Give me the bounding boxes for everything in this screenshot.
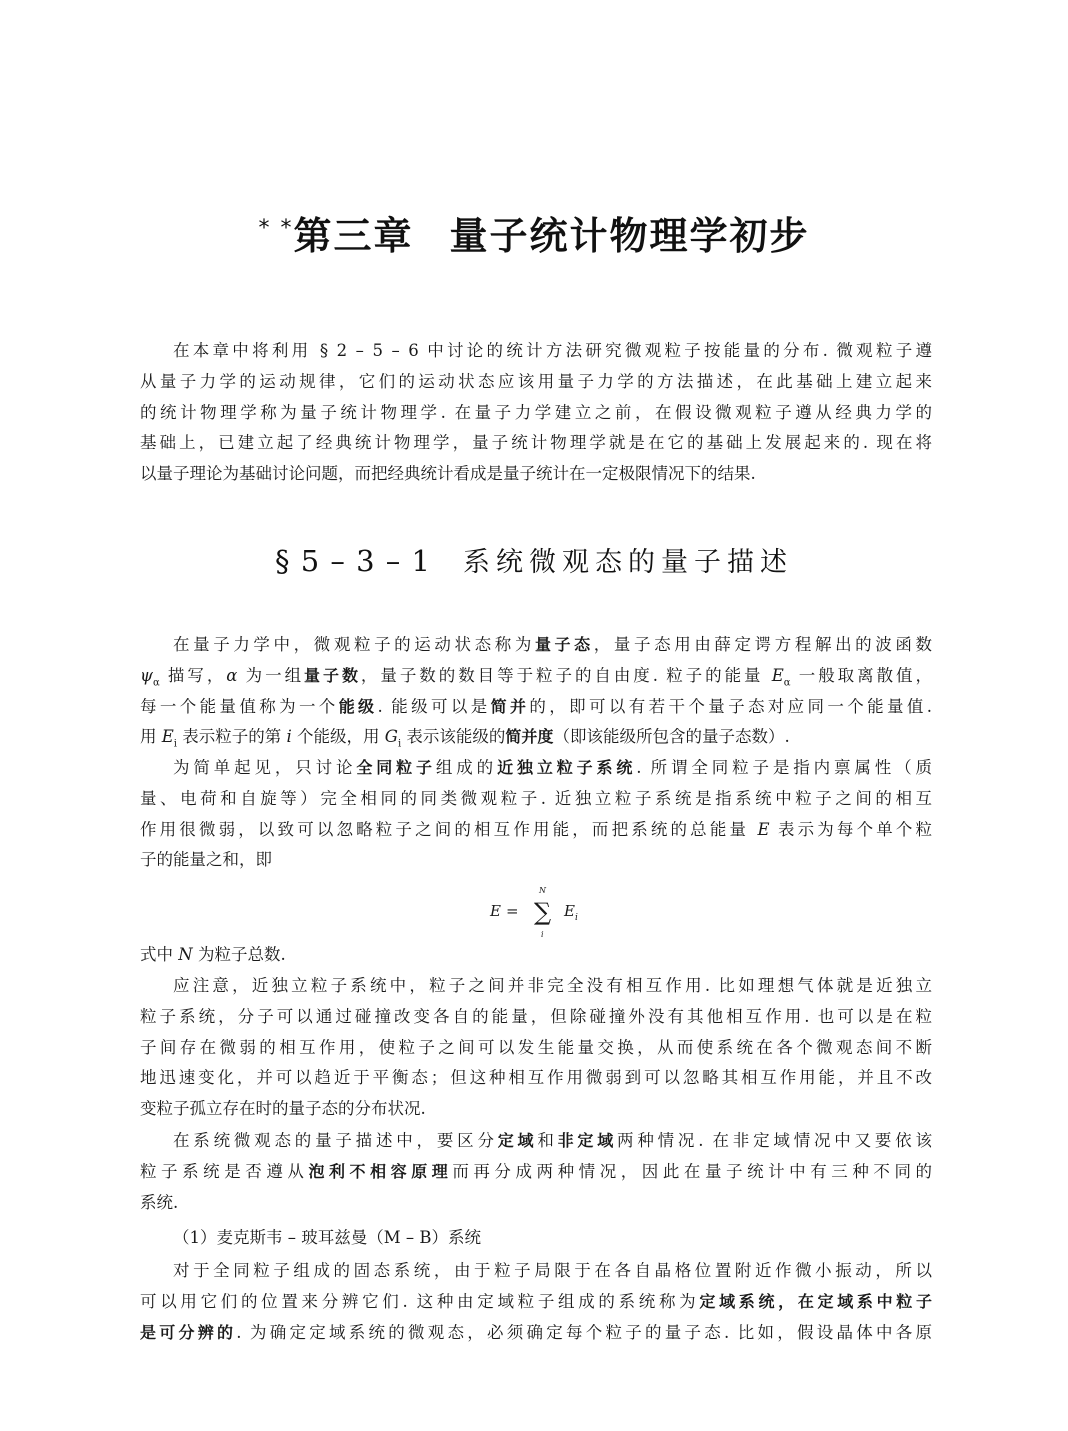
term-distinguishable: 是可分辨的	[140, 1322, 237, 1342]
text-line: 应注意，近独立粒子系统中，粒子之间并非完全没有相互作用. 比如理想气体就是近独立	[173, 976, 932, 995]
intro-line: 从量子力学的运动规律，它们的运动状态应该用量子力学的方法描述，在此基础上建立起来	[140, 371, 932, 391]
term-degenerate: 简并	[490, 696, 530, 716]
term-identical-particles: 全同粒子	[356, 758, 436, 777]
text-line: 量、电荷和自旋等）完全相同的同类微观粒子. 近独立粒子系统是指系统中粒子之间的相互	[140, 788, 932, 808]
text-line: 地迅速变化，并可以趋近于平衡态；但这种相互作用微弱到可以忽略其相互作用能，并且不改	[140, 1068, 932, 1088]
text-line: 可以用它们的位置来分辨它们. 这种由定域粒子组成的系统称为定域系统，在定域系中粒子	[140, 1291, 932, 1311]
chapter-stars: * *	[258, 216, 294, 241]
text-line: 为简单起见，只讨论全同粒子组成的近独立粒子系统. 所谓全同粒子是指内禀属性（质	[173, 758, 932, 777]
text-line: 在系统微观态的量子描述中，要区分定域和非定域两种情况. 在非定域情况中又要依该	[173, 1131, 932, 1150]
paragraph-localized-system	[140, 1256, 932, 1348]
term-quantum-number: 量子数	[304, 665, 361, 685]
paragraph-interaction-note	[140, 971, 932, 1125]
sum-symbol: ∑	[534, 898, 552, 926]
chapter-title	[0, 205, 1068, 260]
text-line: 子的能量之和，即	[140, 850, 272, 870]
intro-line: 基础上，已建立起了经典统计物理学，量子统计物理学就是在它的基础上发展起来的. 现在将	[140, 433, 932, 453]
section-heading	[0, 540, 1068, 579]
text-line: 在量子力学中，微观粒子的运动状态称为量子态，量子态用由薛定谔方程解出的波函数	[173, 635, 933, 654]
text-line: 子间存在微弱的相互作用，使粒子之间可以发生能量交换，从而使系统在各个微观态间不断	[140, 1037, 932, 1057]
list-item: （1）麦克斯韦 – 玻耳兹曼（M – B）系统	[173, 1228, 481, 1247]
text-line: 式中 N 为粒子总数.	[140, 945, 286, 964]
chapter-name: 量子统计物理学初步	[449, 214, 810, 258]
section-name: 系统微观态的量子描述	[462, 547, 793, 578]
term-non-localized: 非定域	[557, 1131, 618, 1150]
text-line: 作用很微弱，以致可以忽略粒子之间的相互作用能，而把系统的总能量 E 表示为每个单个粒	[140, 819, 933, 839]
term-localized: 定域	[497, 1131, 538, 1150]
text-line: 粒子系统是否遵从泡利不相容原理而再分成两种情况，因此在量子统计中有三种不同的	[140, 1161, 933, 1181]
term-degeneracy: 简并度	[505, 727, 554, 747]
term-pauli-principle: 泡利不相容原理	[308, 1161, 453, 1181]
energy-sum-formula: E = N ∑ i $E_i$	[490, 886, 578, 939]
formula-note	[140, 940, 932, 971]
item-mb-system	[140, 1223, 932, 1254]
term-energy-level: 能级	[338, 696, 378, 716]
term-localized-system: 定域系统，在定域系中粒子	[699, 1291, 932, 1311]
text-line: 每一个能量值称为一个能级. 能级可以是简并的，即可以有若干个量子态对应同一个能量值.	[140, 696, 932, 716]
text-line: 变粒子孤立存在时的量子态的分布状况.	[140, 1099, 426, 1119]
section-number: § 5 – 3 – 1	[275, 544, 431, 578]
intro-line: 在本章中将利用 § 2 – 5 – 6 中讨论的统计方法研究微观粒子按能量的分布. 微观粒子遵	[173, 341, 932, 360]
intro-paragraph	[140, 336, 932, 490]
text-line: 是可分辨的. 为确定定域系统的微观态，必须确定每个粒子的量子态. 比如，假设晶体中各原	[140, 1322, 932, 1342]
term-independent-system: 近独立粒子系统	[497, 758, 637, 777]
intro-line: 以量子理论为基础讨论问题，而把经典统计看成是量子统计在一定极限情况下的结果.	[140, 464, 756, 484]
term-quantum-state: 量子态	[534, 635, 594, 654]
text-line: 对于全同粒子组成的固态系统，由于粒子局限于在各自晶格位置附近作微小振动，所以	[173, 1261, 932, 1280]
symbol-psi: ψ	[140, 665, 153, 685]
text-line: $\psi_\alpha$ 描写，α 为一组量子数，量子数的数目等于粒子的自由度. 粒子的能量 $E_\alpha$ 一般取离散值，	[140, 665, 932, 689]
text-line: 用 $E_i$ 表示粒子的第 i 个能级，用 $G_i$ 表示该能级的简并度（即该能级所包含的量子态数）.	[140, 727, 790, 750]
chapter-label: 第三章	[293, 214, 414, 258]
intro-line: 的统计物理学称为量子统计物理学. 在量子力学建立之前，在假设微观粒子遵从经典力学的	[140, 402, 932, 422]
paragraph-independent-particles	[140, 753, 932, 876]
paragraph-localized	[140, 1126, 932, 1218]
paragraph-quantum-states	[140, 630, 932, 753]
text-line: 粒子系统，分子可以通过碰撞改变各自的能量，但除碰撞外没有其他相互作用. 也可以是在粒	[140, 1006, 932, 1026]
text-line: 系统.	[140, 1192, 179, 1212]
